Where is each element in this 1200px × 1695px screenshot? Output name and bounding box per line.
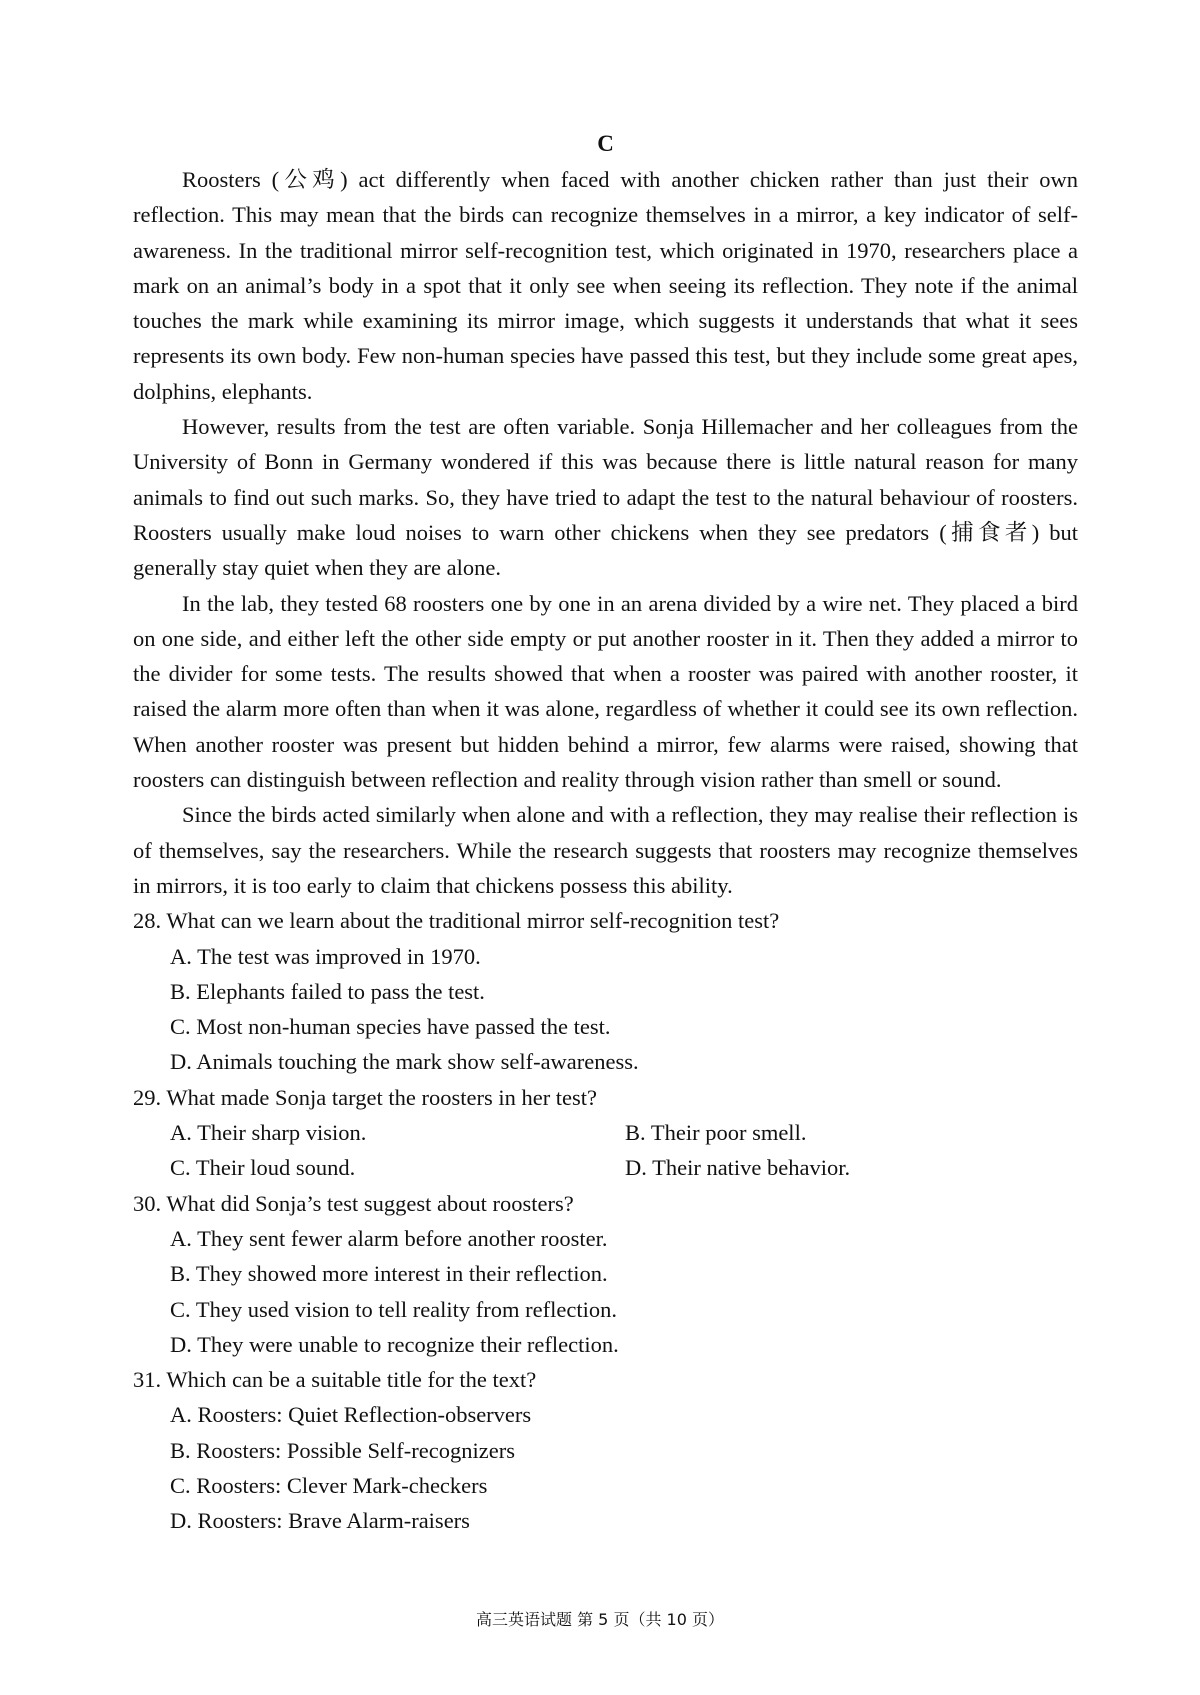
answer-options	[133, 1397, 1078, 1538]
question-28	[133, 903, 1078, 1079]
answer-option: C. Most non-human species have passed the test.	[170, 1014, 611, 1040]
passage-paragraph: Roosters (公鸡) act differently when faced with another chicken rather than just their own reflection. This may mean that the birds can recognize themselves in a mirror, a key indicator of self-awareness. In the traditional mirror self-recognition test, which originated in 1970, researchers place a mark on an animal’s body in a spot that it only see when seeing its reflection. They note if the animal touches the mark while examining its mirror image, which suggests it understands that what it sees represents its own body. Few non-human species have passed this test, but they include some great apes, dolphins, elephants.	[133, 167, 1078, 404]
answer-option: B. They showed more interest in their reflection.	[170, 1261, 608, 1287]
answer-option: C. Their loud sound.	[170, 1155, 356, 1181]
answer-option: C. Roosters: Clever Mark-checkers	[170, 1472, 488, 1498]
answer-option: D. Their native behavior.	[625, 1155, 851, 1181]
question-30	[133, 1186, 1078, 1362]
page-footer: 高三英语试题 第 5 页（共 10 页）	[476, 1610, 724, 1629]
answer-option: B. Roosters: Possible Self-recognizers	[170, 1437, 515, 1463]
question-stem: 31. Which can be a suitable title for the text?	[133, 1367, 537, 1393]
section-heading: C	[597, 131, 614, 156]
answer-option: C. They used vision to tell reality from reflection.	[170, 1296, 617, 1322]
question-31	[133, 1362, 1078, 1538]
answer-option: A. Roosters: Quiet Reflection-observers	[170, 1402, 532, 1428]
answer-option: D. Animals touching the mark show self-awareness.	[170, 1049, 639, 1075]
reading-passage	[133, 162, 1078, 903]
passage-paragraph: In the lab, they tested 68 roosters one by one in an arena divided by a wire net. They placed a bird on one side, and either left the other side empty or put another rooster in it. Then they added a mirror to the divider for some tests. The results showed that when a rooster was paired with another rooster, it raised the alarm more often than when it was alone, regardless of whether it could see its own reflection. When another rooster was present but hidden behind a mirror, few alarms were raised, showing that roosters can distinguish between reflection and reality through vision rather than smell or sound.	[133, 590, 1078, 793]
question-29	[133, 1080, 1078, 1186]
answer-option: A. Their sharp vision.	[170, 1120, 367, 1146]
answer-options	[133, 939, 1078, 1080]
passage-paragraph: Since the birds acted similarly when alone and with a reflection, they may realise their reflection is of themselves, say the researchers. While the research suggests that roosters may recognize themselves in mirrors, it is too early to claim that chickens possess this ability.	[133, 802, 1078, 898]
answer-option: D. They were unable to recognize their reflection.	[170, 1331, 619, 1357]
answer-option: B. Their poor smell.	[625, 1120, 807, 1146]
answer-option: B. Elephants failed to pass the test.	[170, 978, 485, 1004]
answer-options	[133, 1221, 1078, 1362]
question-stem: 29. What made Sonja target the roosters in her test?	[133, 1084, 598, 1110]
question-stem: 30. What did Sonja’s test suggest about roosters?	[133, 1190, 574, 1216]
question-stem: 28. What can we learn about the traditional mirror self-recognition test?	[133, 908, 780, 934]
answer-option: A. The test was improved in 1970.	[170, 943, 481, 969]
passage-paragraph: However, results from the test are often variable. Sonja Hillemacher and her colleagues from the University of Bonn in Germany wondered if this was because there is little natural reason for many animals to find out such marks. So, they have tried to adapt the test to the natural behaviour of roosters. Roosters usually make loud noises to warn other chickens when they see predators (捕食者) but generally stay quiet when they are alone.	[133, 414, 1078, 581]
exam-page	[133, 128, 1078, 1539]
answer-options	[133, 1115, 1078, 1186]
answer-option: D. Roosters: Brave Alarm-raisers	[170, 1508, 470, 1534]
answer-option: A. They sent fewer alarm before another rooster.	[170, 1225, 608, 1251]
